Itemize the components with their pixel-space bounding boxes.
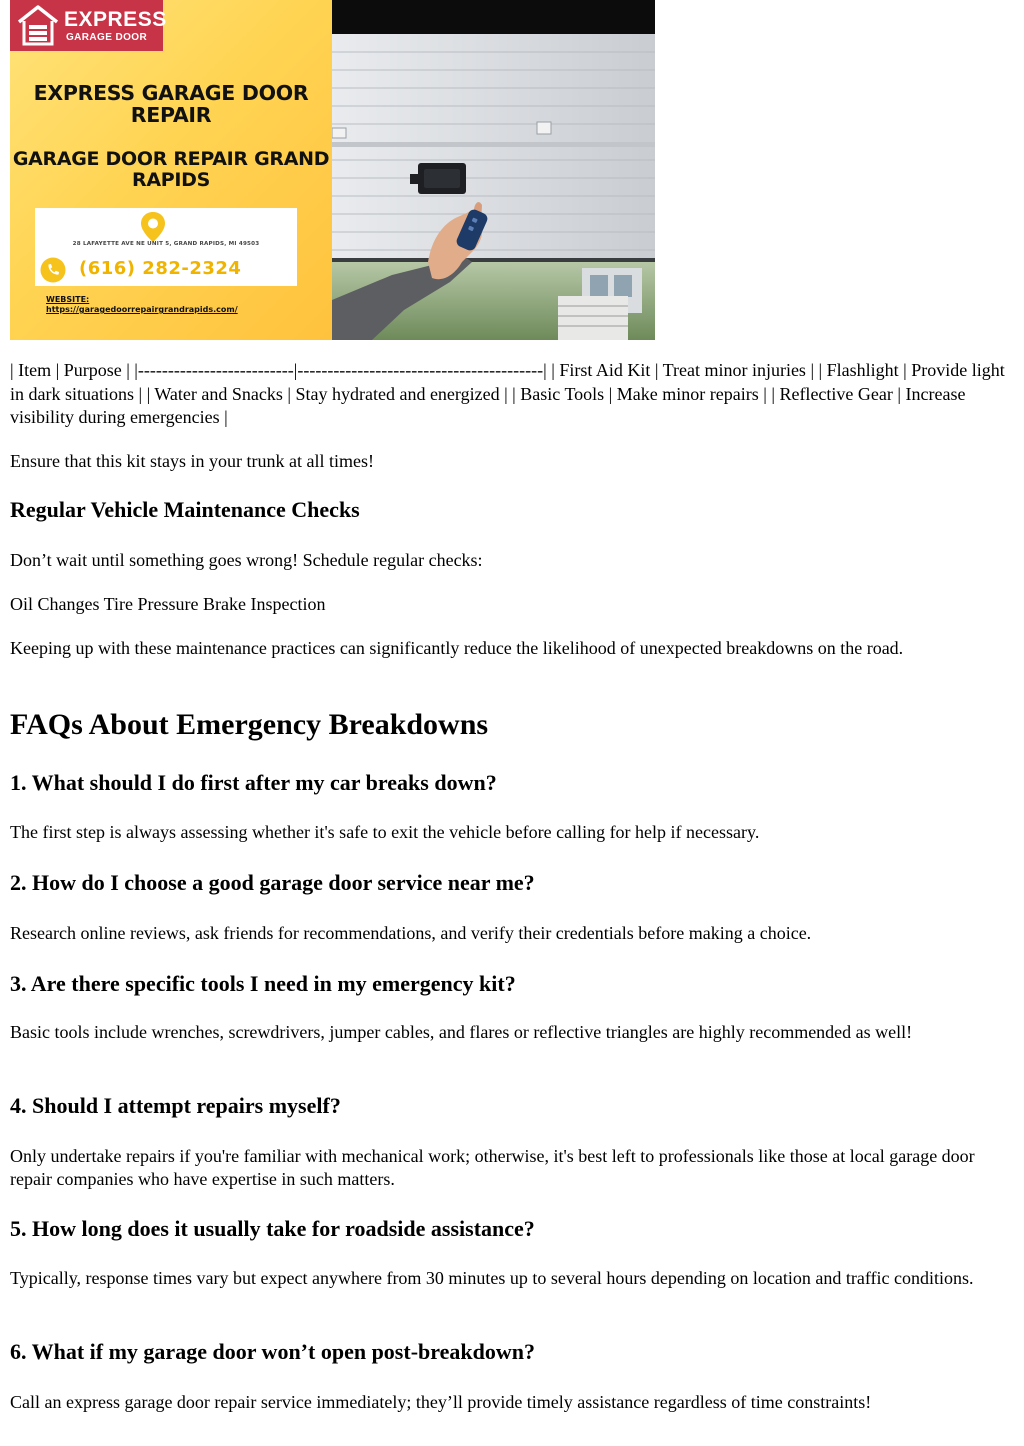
company-logo (10, 0, 167, 51)
faq-answer: Basic tools include wrenches, screwdrivers, jumper cables, and flares or reflective triangles are highly recommended as well! (10, 1022, 913, 1042)
address-text: 28 LAFAYETTE AVE NE UNIT 5, GRAND RAPIDS, MI 49503 (72, 241, 260, 247)
faq-question: 3. Are there specific tools I need in my emergency kit? (10, 971, 516, 996)
banner-image (10, 0, 655, 340)
garage-remote-photo (332, 0, 655, 340)
faq-answer: Typically, response times vary but expect anywhere from 30 minutes up to several hours depending on location and traffic conditions. (10, 1268, 974, 1288)
maintenance-intro: Don’t wait until something goes wrong! Schedule regular checks: (10, 550, 483, 570)
faq-question: 2. How do I choose a good garage door service near me? (10, 870, 535, 895)
faq-question: 4. Should I attempt repairs myself? (10, 1093, 341, 1118)
faq-answer: Call an express garage door repair service immediately; they’ll provide timely assistance regardless of time constraints! (10, 1392, 872, 1412)
garage-door-photo (332, 0, 655, 340)
phone-number: (616) 282-2324 (79, 258, 242, 279)
section-heading-maintenance: Regular Vehicle Maintenance Checks (10, 497, 360, 522)
faq-question: 1. What should I do first after my car breaks down? (10, 770, 497, 795)
faq-answer: Research online reviews, ask friends for recommendations, and verify their credentials before making a choice. (10, 923, 812, 943)
contact-box (35, 208, 297, 286)
website-url: https://garagedoorrepairgrandrapids.com/ (46, 305, 238, 314)
banner-headline: EXPRESS GARAGE DOOR REPAIR (33, 81, 309, 127)
banner-subheadline: GARAGE DOOR REPAIR GRAND RAPIDS (12, 148, 330, 191)
maintenance-list: Oil Changes Tire Pressure Brake Inspection (10, 594, 326, 614)
faq-question: 5. How long does it usually take for roadside assistance? (10, 1216, 535, 1241)
website-label: WEBSITE: (46, 295, 90, 304)
logo-title: EXPRESS (64, 8, 167, 31)
logo-subtitle: GARAGE DOOR (66, 32, 148, 43)
banner-info-panel (10, 0, 332, 340)
phone-icon (40, 257, 66, 283)
faq-answer: Only undertake repairs if you're familiar with mechanical work; otherwise, it's best left to professionals like those at local garage door repair companies who have expertise in such matters. (10, 1146, 975, 1189)
faq-question: 6. What if my garage door won’t open post-breakdown? (10, 1339, 535, 1364)
emergency-kit-table-text: | Item | Purpose | |--------------------------|-----------------------------------------| | First Aid Kit | Treat minor injuries | | Flashlight | Provide light in dark situations | | Water and Snacks | Stay hydrated and energized | | Basic Tools | Make minor repairs | | Reflective Gear | Increase visibility during emergencies | (10, 360, 1005, 427)
location-pin-icon (139, 211, 167, 243)
kit-note: Ensure that this kit stays in your trunk at all times! (10, 451, 374, 471)
maintenance-outro: Keeping up with these maintenance practices can significantly reduce the likelihood of unexpected breakdowns on the road. (10, 638, 904, 658)
faq-answer: The first step is always assessing whether it's safe to exit the vehicle before calling for help if necessary. (10, 822, 760, 842)
garage-house-icon (16, 4, 60, 46)
faq-heading: FAQs About Emergency Breakdowns (10, 708, 489, 741)
